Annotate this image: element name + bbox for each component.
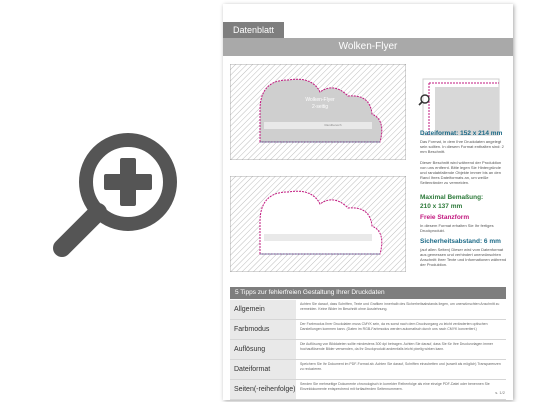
tip-label: Seiten(-reihenfolge) — [230, 380, 296, 399]
tip-row — [230, 300, 506, 320]
tip-text: Der Farbmodus Ihrer Druckdaten muss CMYK sein, da es sonst nach dem Druckvorgang zu leicht veränderten optischen Darstellungen kommen kann. (Daten im RGB-Farbmodus werden automatisch durch uns nach CMYK konvertiert.) — [300, 322, 488, 331]
tips-title: 5 Tipps zur fehlerfreien Gestaltung Ihrer Druckdaten — [230, 287, 506, 299]
doc-tag: Datenblatt — [223, 22, 284, 38]
tip-row — [230, 380, 506, 400]
free-heading: Freie Stanzform — [420, 214, 470, 221]
tip-row — [230, 320, 506, 340]
tip-label: Allgemein — [230, 300, 296, 319]
format-text-2: Dieser Beschnitt wird während der Produktion von uns entfernt. Bitte legen Sie Hintergründe und randabfallende Objekte immer bis an den Rand Ihres Dateiformats an, um weiße Seitenränder zu vermeiden. — [420, 160, 502, 185]
max-value: 210 x 137 mm — [420, 203, 463, 210]
safety-heading: Sicherheitsabstand: 6 mm — [420, 238, 501, 245]
tip-row — [230, 340, 506, 360]
tip-text: Senden Sie mehrseitige Dokumente chronologisch in korrekter Reihenfolge als eine einzige PDF-Datei oder benennen Sie Einzeldokumente entsprechend mit fortlaufenden Seitennummern. — [300, 382, 490, 391]
free-text: In diesem Format erhalten Sie Ihr fertiges Druckprodukt. — [420, 223, 494, 233]
front-label-2: 2-seitig — [311, 104, 329, 110]
datasheet-document — [223, 4, 513, 400]
doc-title: Wolken-Flyer — [338, 41, 398, 52]
format-text: Das Format, in dem Ihre Druckdaten angelegt sein sollten. In diesem Format enthalten sind: 2 mm Beschnitt. — [420, 139, 504, 154]
tip-label: Auflösung — [230, 340, 296, 359]
tip-text: Achten Sie darauf, dass Schriften, Texte und Grafiken innerhalb des Sicherheitsabstands liegen, um unerwünschten Anschnitt zu vermeiden. Keine Bilder im Beschnitt ohne Ausdehnung. — [300, 302, 500, 311]
tip-label: Dateiformat — [230, 360, 296, 379]
corner-detail — [417, 69, 503, 139]
tip-row — [230, 360, 506, 380]
page-number: s. 1/2 — [495, 390, 505, 395]
zoom-in-icon[interactable] — [40, 120, 190, 270]
front-label: Wolken-Flyer — [305, 97, 335, 103]
max-heading: Maximal Bemaßung: — [420, 194, 484, 201]
tip-text: Speichern Sie Ihr Dokument im PDF-Format ab. Achten Sie darauf, Schriften einzubetten und (soweit als möglich) Transparenzen zu reduzieren. — [300, 362, 501, 371]
inner-strip-label: Randbereich — [324, 123, 342, 127]
tip-label: Farbmodus — [230, 320, 296, 339]
format-heading: Dateiformat: 152 x 214 mm — [420, 130, 503, 137]
cloud-front-preview — [230, 64, 406, 160]
tip-text: Die Auflösung von Bilddateien sollte mindestens 300 dpi betragen. Achten Sie darauf, dass Sie für Ihre Druckvorlagen immer hochauflösende Bilder verwenden, da Ihr Druckprodukt andernfalls leicht pixelig wirken kann. — [300, 342, 493, 351]
safety-text: (auf allen Seiten) Dieser wird vom Datenformat aus gemessen und verhindert unerwünschten Anschnitt Ihrer Texte und Informationen während der Produktion. — [420, 247, 507, 267]
cloud-back-preview — [230, 176, 406, 272]
